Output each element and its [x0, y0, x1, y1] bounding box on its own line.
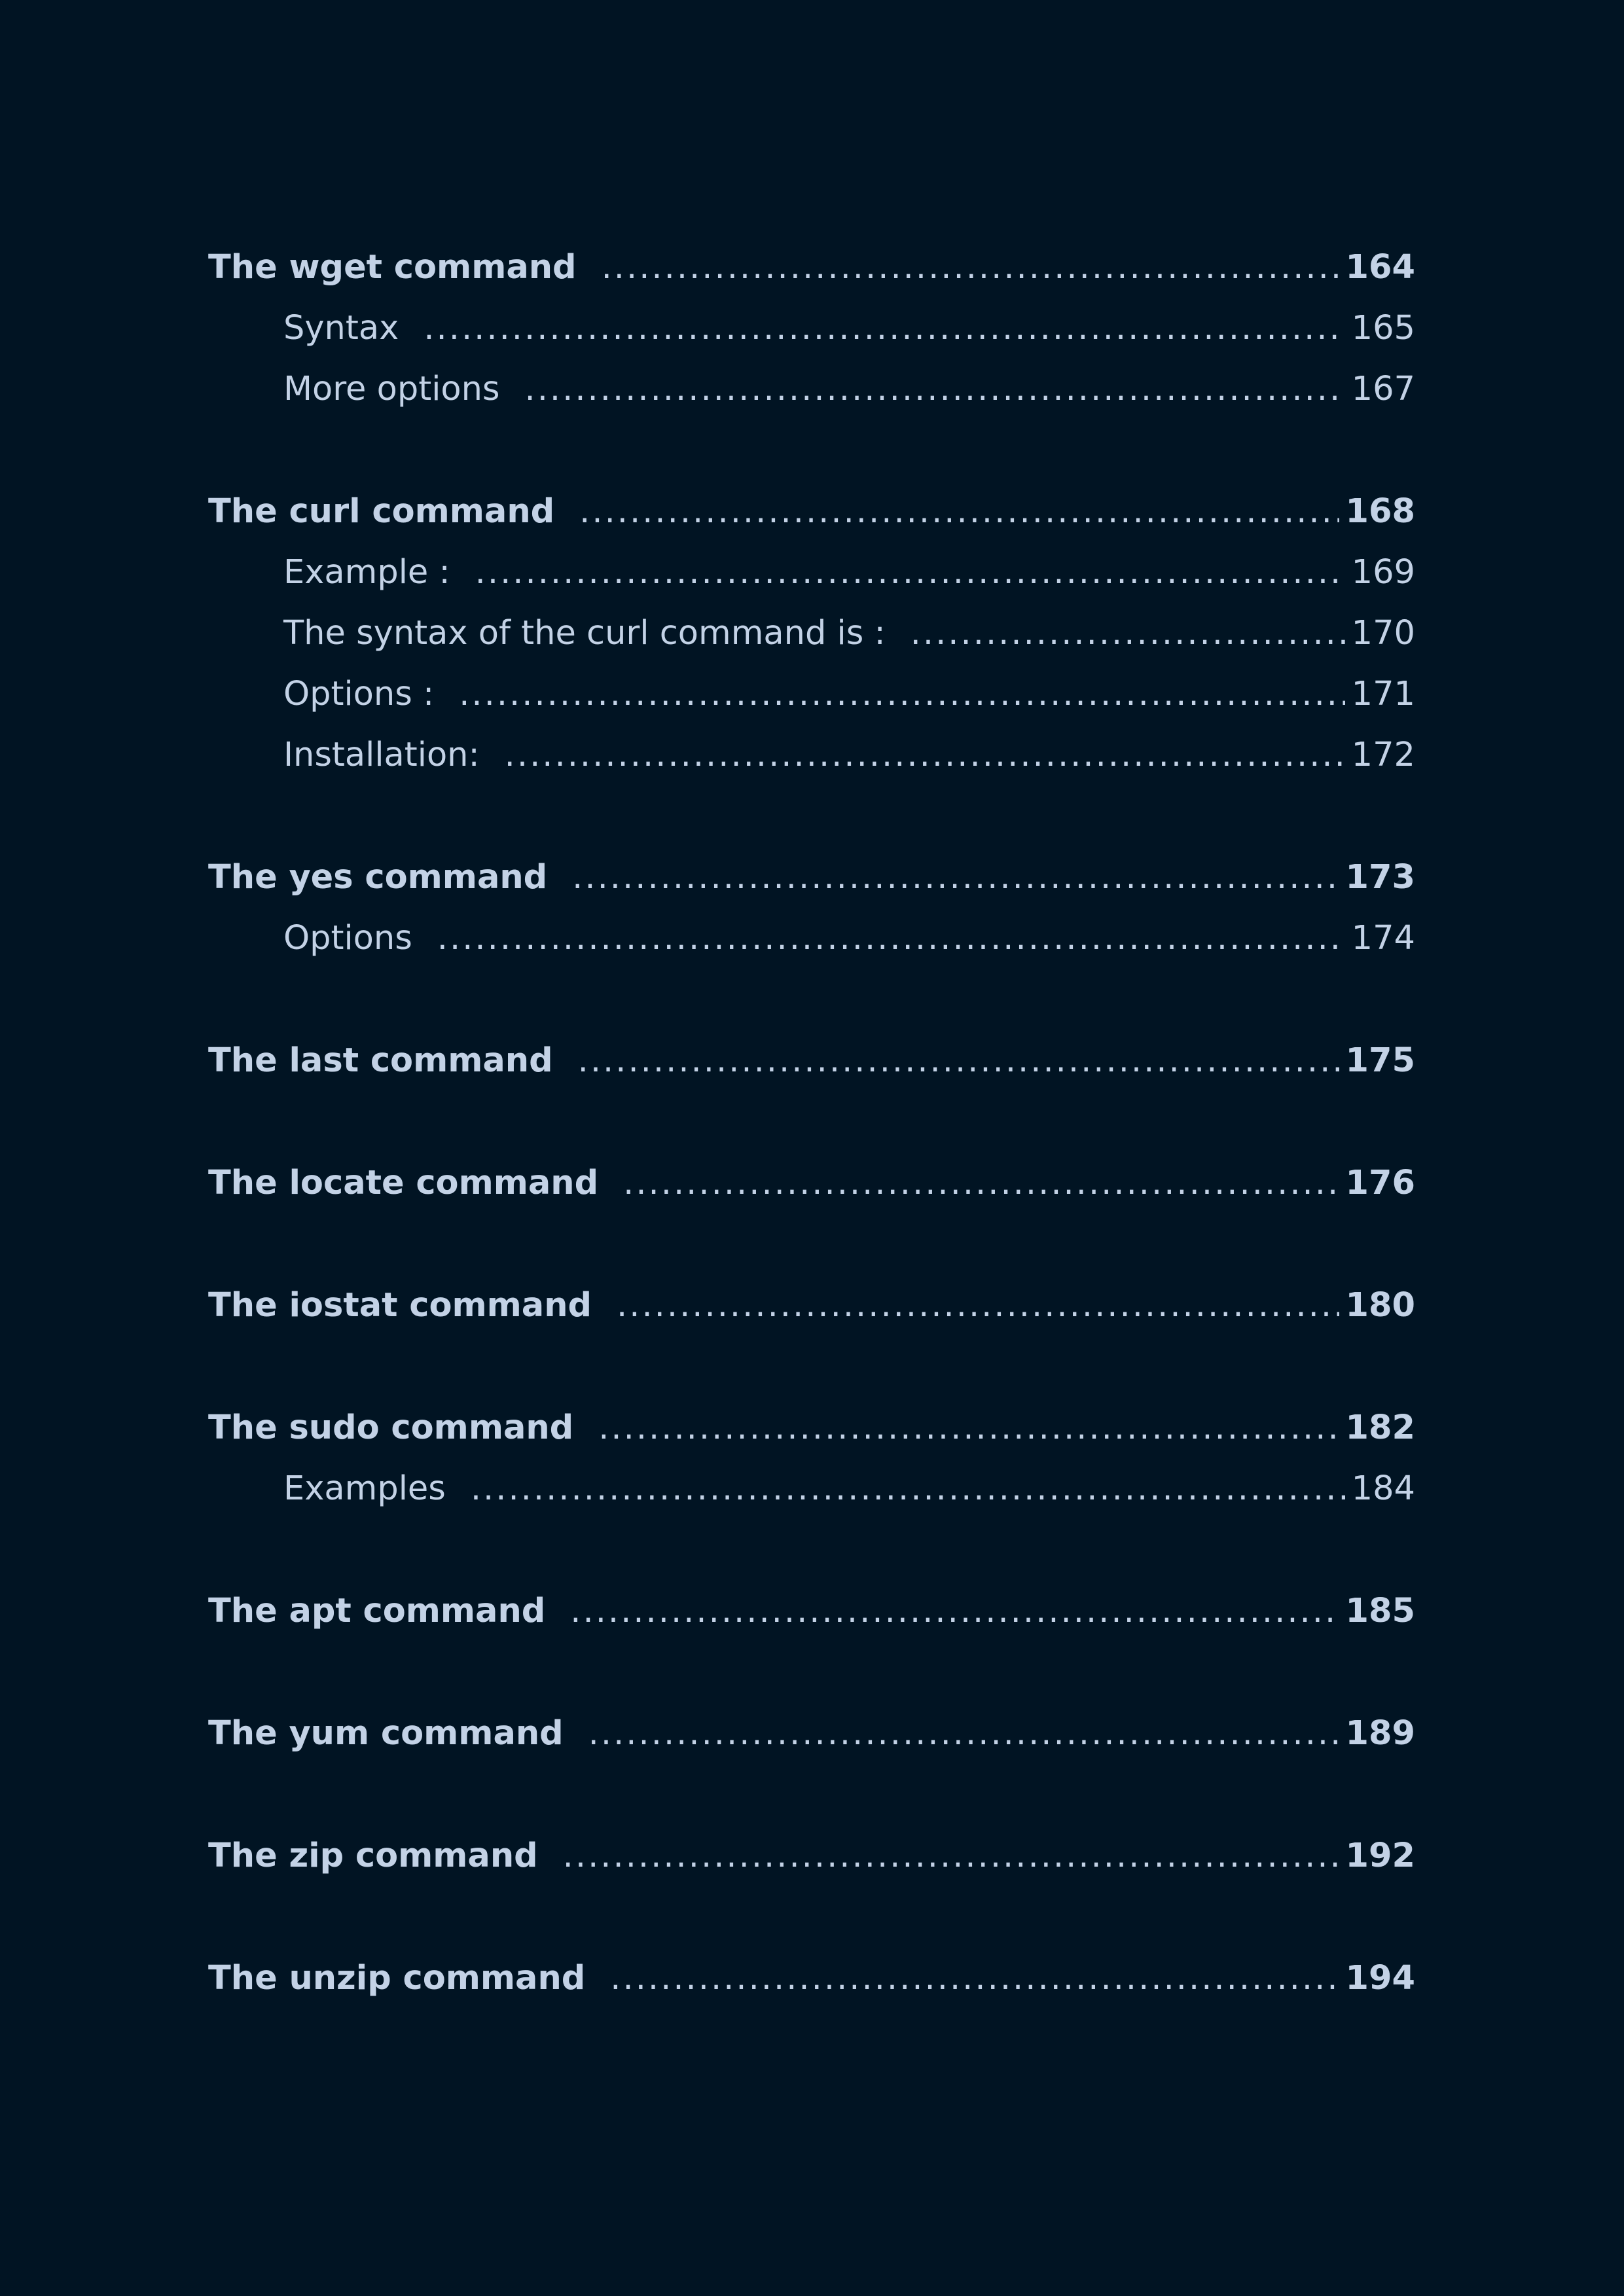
toc-entry-page: 194 [1345, 1959, 1415, 1998]
toc-section [208, 1948, 1415, 2009]
toc-entry-title: The last command [208, 1041, 553, 1080]
toc-subentry[interactable] [208, 542, 1415, 603]
toc-entry[interactable] [208, 1030, 1415, 1091]
dot-leader [579, 481, 1339, 542]
toc-subentry-page: 167 [1351, 370, 1415, 408]
dot-leader [623, 1153, 1339, 1213]
dot-leader [563, 1825, 1339, 1886]
toc-section [208, 847, 1415, 969]
toc-entry[interactable] [208, 1825, 1415, 1886]
toc-subentry-title: Installation: [283, 736, 480, 774]
toc-subentry[interactable] [208, 359, 1415, 420]
toc-subentry-page: 169 [1351, 553, 1415, 592]
toc-section [208, 1825, 1415, 1886]
dot-leader [424, 298, 1344, 359]
toc-entry-title: The wget command [208, 248, 577, 287]
dot-leader [437, 908, 1345, 969]
toc-entry[interactable] [208, 1948, 1415, 2009]
toc-entry-title: The apt command [208, 1592, 546, 1630]
table-of-contents [208, 237, 1415, 2009]
dot-leader [572, 847, 1339, 908]
toc-subentry[interactable] [208, 298, 1415, 359]
toc-entry-page: 176 [1345, 1164, 1415, 1202]
dot-leader [570, 1581, 1339, 1641]
toc-section [208, 1275, 1415, 1336]
toc-subentry-title: Example : [283, 553, 450, 592]
toc-entry[interactable] [208, 847, 1415, 908]
dot-leader [471, 1458, 1345, 1519]
toc-entry-page: 173 [1345, 858, 1415, 897]
toc-subentry-page: 171 [1351, 675, 1415, 713]
toc-section [208, 1030, 1415, 1091]
toc-entry-title: The yes command [208, 858, 548, 897]
toc-entry[interactable] [208, 1703, 1415, 1764]
toc-subentry[interactable] [208, 603, 1415, 664]
dot-leader [459, 664, 1344, 725]
dot-leader [524, 359, 1344, 420]
toc-section [208, 1581, 1415, 1641]
toc-entry-title: The iostat command [208, 1286, 592, 1325]
toc-subentry-title: Syntax [283, 309, 399, 348]
dot-leader [578, 1030, 1339, 1091]
toc-entry[interactable] [208, 237, 1415, 298]
toc-subentry[interactable] [208, 908, 1415, 969]
toc-entry-page: 175 [1345, 1041, 1415, 1080]
toc-entry-page: 182 [1345, 1408, 1415, 1447]
toc-entry-page: 192 [1345, 1837, 1415, 1875]
toc-subentry[interactable] [208, 664, 1415, 725]
toc-subentry[interactable] [208, 1458, 1415, 1519]
toc-entry-title: The sudo command [208, 1408, 574, 1447]
toc-entry-page: 164 [1345, 248, 1415, 287]
toc-entry-title: The curl command [208, 492, 555, 531]
toc-entry[interactable] [208, 1153, 1415, 1213]
toc-subentry-title: Options : [283, 675, 435, 713]
toc-entry-title: The yum command [208, 1714, 564, 1753]
toc-entry-title: The zip command [208, 1837, 538, 1875]
toc-subentry-page: 172 [1351, 736, 1415, 774]
toc-entry[interactable] [208, 1397, 1415, 1458]
toc-subentry-page: 174 [1351, 919, 1415, 958]
dot-leader [598, 1397, 1339, 1458]
toc-subentry-title: Options [283, 919, 412, 958]
toc-section [208, 237, 1415, 420]
toc-subentry-page: 165 [1351, 309, 1415, 348]
toc-entry-page: 168 [1345, 492, 1415, 531]
toc-entry[interactable] [208, 481, 1415, 542]
toc-entry-page: 180 [1345, 1286, 1415, 1325]
toc-entry-page: 189 [1345, 1714, 1415, 1753]
toc-entry[interactable] [208, 1581, 1415, 1641]
toc-subentry-title: Examples [283, 1469, 446, 1508]
toc-entry-title: The unzip command [208, 1959, 586, 1998]
toc-subentry-page: 170 [1351, 614, 1415, 653]
toc-entry-page: 185 [1345, 1592, 1415, 1630]
toc-section [208, 1153, 1415, 1213]
toc-entry[interactable] [208, 1275, 1415, 1336]
dot-leader [617, 1275, 1339, 1336]
dot-leader [911, 603, 1345, 664]
toc-section [208, 1397, 1415, 1519]
toc-subentry-page: 184 [1351, 1469, 1415, 1508]
toc-section [208, 1703, 1415, 1764]
toc-subentry-title: The syntax of the curl command is : [283, 614, 886, 653]
dot-leader [588, 1703, 1339, 1764]
dot-leader [610, 1948, 1339, 2009]
toc-subentry-title: More options [283, 370, 500, 408]
dot-leader [475, 542, 1345, 603]
toc-subentry[interactable] [208, 725, 1415, 785]
dot-leader [602, 237, 1339, 298]
toc-entry-title: The locate command [208, 1164, 599, 1202]
toc-section [208, 481, 1415, 785]
dot-leader [505, 725, 1345, 785]
